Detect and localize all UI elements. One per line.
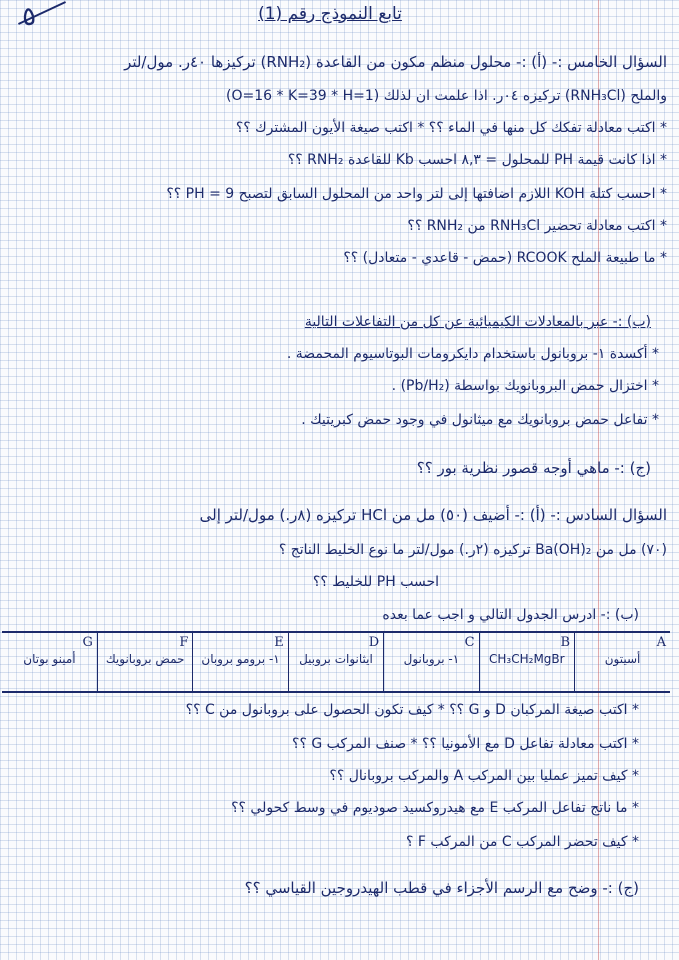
q5-part-c: (ج) :- ماهي أوجه قصور نظرية بور ؟؟ (416, 459, 651, 477)
q6-question-3: * كيف تميز عمليا بين المركب A والمركب بروبانال ؟؟ (329, 768, 639, 784)
q6-question-1: * اكتب صيغة المركبان D و G ؟؟ * كيف تكون الحصول على بروبانول من C ؟؟ (185, 702, 639, 718)
q5-part-b-item-3: * تفاعل حمض بروبانويك مع ميثانول في وجود حمض كبريتيك . (301, 412, 659, 428)
q5-part-b-heading: (ب) :- عبر بالمعادلات الكيميائية عن كل من التفاعلات التالية (304, 314, 651, 330)
q5-line1: السؤال الخامس :- (أ) :- محلول منظم مكون من القاعدة (RNH₂) تركيزها ٤٠ر. مول/لتر (124, 53, 667, 71)
table-cell-c: C ١- بروبانول (384, 632, 479, 692)
q6-question-4: * ما ناتج تفاعل المركب E مع هيدروكسيد صوديوم في وسط كحولي ؟؟ (231, 800, 639, 816)
q5-bullet-4: * اكتب معادلة تحضير RNH₃Cl من RNH₂ ؟؟ (407, 218, 667, 234)
q5-part-b-item-2: * اختزال حمض البروبانويك بواسطة (Pb/H₂) . (391, 378, 659, 394)
page-title: تابع النموذج رقم (1) (258, 4, 402, 24)
table-cell-b: B CH₃CH₂MgBr (479, 632, 574, 692)
q5-line2: والملح (RNH₃Cl) تركيزه ٠٤ر. اذا علمت ان لذلك (O=16 * K=39 * H=1) (226, 88, 667, 104)
table-cell-f: F حمض بروبانويك (97, 632, 192, 692)
q6-line3: احسب PH للخليط ؟؟ (312, 574, 439, 590)
compounds-table (2, 631, 670, 693)
q5-bullet-1: * اكتب معادلة تفكك كل منها في الماء ؟؟ * اكتب صيغة الأيون المشترك ؟؟ (235, 120, 667, 136)
q6-part-c: (ج) :- وضح مع الرسم الأجزاء في قطب الهيدروجين القياسي ؟؟ (244, 879, 639, 897)
q6-question-5: * كيف تحضر المركب C من المركب F ؟ (405, 834, 639, 850)
table-cell-a: A أسيتون (575, 632, 670, 692)
q5-bullet-3: * احسب كتلة KOH اللازم اضافتها إلى لتر واحد من المحلول السابق لتصبح PH = 9 ؟؟ (166, 186, 667, 202)
q6-line2: (٧٠) مل من Ba(OH)₂ تركيزه (٢ر.) مول/لتر ما نوع الخليط الناتج ؟ (278, 542, 667, 558)
page-number: ٥ (20, 1, 38, 33)
table-cell-d: D ايثانوات بروبيل (288, 632, 383, 692)
q6-line1: السؤال السادس :- (أ) :- أضيف (٥٠) مل من HCl تركيزه (٨ر.) مول/لتر إلى (199, 506, 667, 524)
q6-part-b-heading: (ب) :- ادرس الجدول التالي و اجب عما بعده (382, 607, 639, 623)
q5-part-b-item-1: * أكسدة ١- بروبانول باستخدام دايكرومات البوتاسيوم المحمضة . (286, 346, 659, 362)
q5-bullet-2: * اذا كانت قيمة PH للمحلول = ٨,٣ احسب Kb للقاعدة RNH₂ ؟؟ (287, 152, 667, 168)
table-cell-e: E ١- برومو بروبان (193, 632, 288, 692)
q6-question-2: * اكتب معادلة تفاعل D مع الأمونيا ؟؟ * صنف المركب G ؟؟ (292, 736, 639, 752)
table-cell-g: G أمينو بوتان (2, 632, 97, 692)
q5-bullet-5: * ما طبيعة الملح RCOOK (حمض - قاعدي - متعادل) ؟؟ (343, 250, 667, 266)
